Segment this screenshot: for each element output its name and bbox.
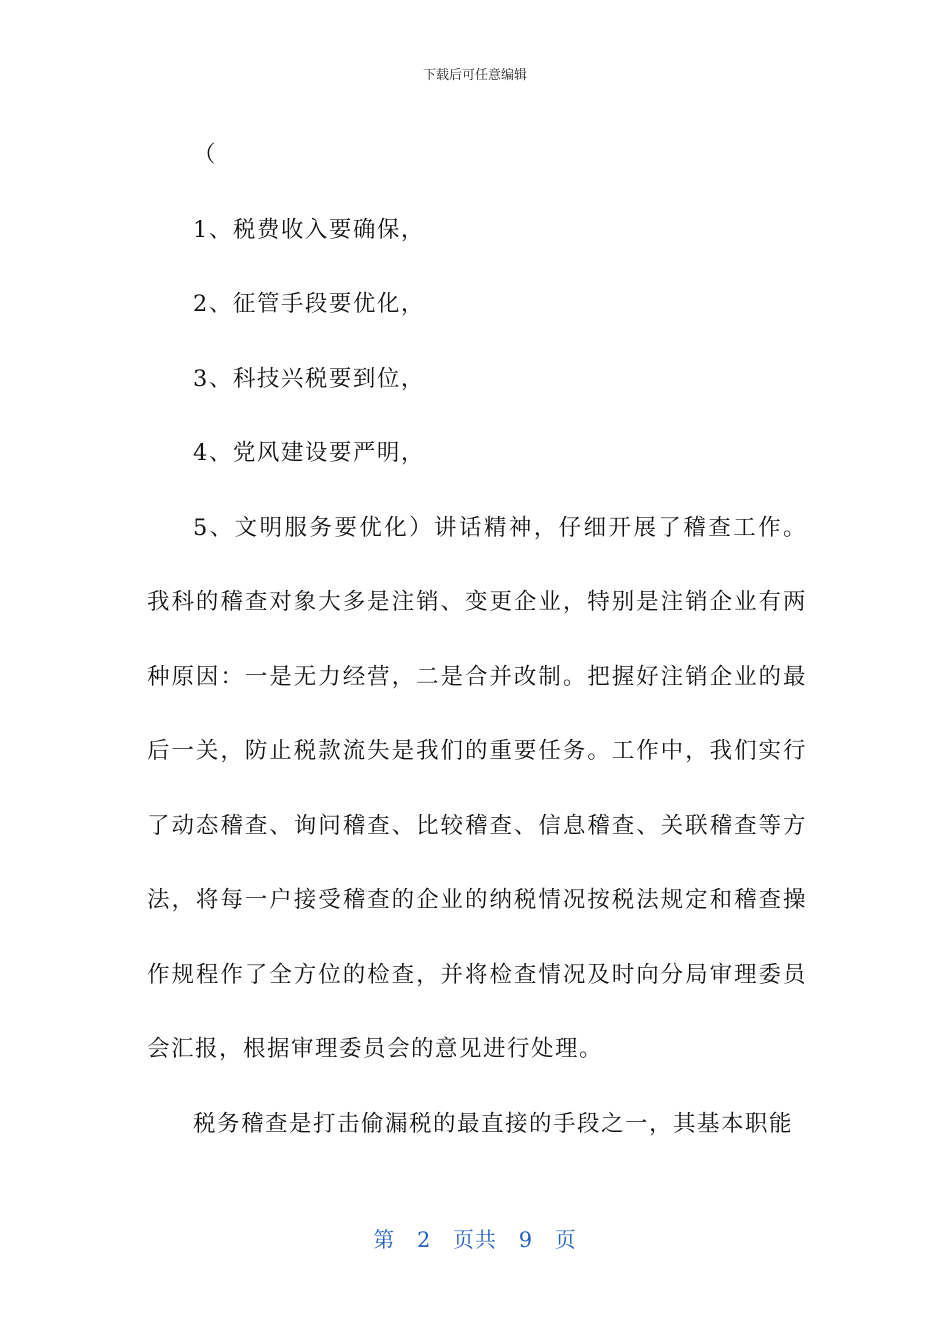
paragraph-tax-audit: 税务稽查是打击偷漏税的最直接的手段之一，其基本职能 (193, 1110, 794, 1137)
paragraph-item-1: 1、税费收入要确保， (193, 216, 425, 243)
paragraph-item-4: 4、党风建设要严明， (193, 440, 425, 466)
footer-total-pages: 9 (518, 1228, 534, 1252)
paragraph-open-paren: （ (193, 142, 218, 168)
footer-current-page: 2 (416, 1228, 432, 1252)
document-body (147, 118, 807, 1161)
paragraph-item-3: 3、科技兴税要到位， (193, 365, 425, 392)
page-header: 下载后可任意编辑 (422, 68, 527, 83)
paragraph-item-2: 2、征管手段要优化， (193, 291, 425, 317)
footer-suffix: 页 (554, 1228, 577, 1252)
footer-middle: 页共 (453, 1228, 497, 1252)
footer-prefix: 第 (373, 1228, 396, 1252)
page-footer (0, 1224, 950, 1254)
paragraph-item-5: 5、文明服务要优化）讲话精神，仔细开展了稽查工作。我科的稽查对象大多是注销、变更企业，特别是注销企业有两种原因：一是无力经营，二是合并改制。把握好注销企业的最后一关，防止税款流失是我们的重要任务。工作中，我们实行了动态稽查、询问稽查、比较稽查、信息稽查、关联稽查等方法，将每一户接受稽查的企业的纳税情况按税法规定和稽查操作规程作了全方位的检查，并将检查情况及时向分局审理委员会汇报，根据审理委员会的意见进行处理。 (147, 514, 807, 1062)
